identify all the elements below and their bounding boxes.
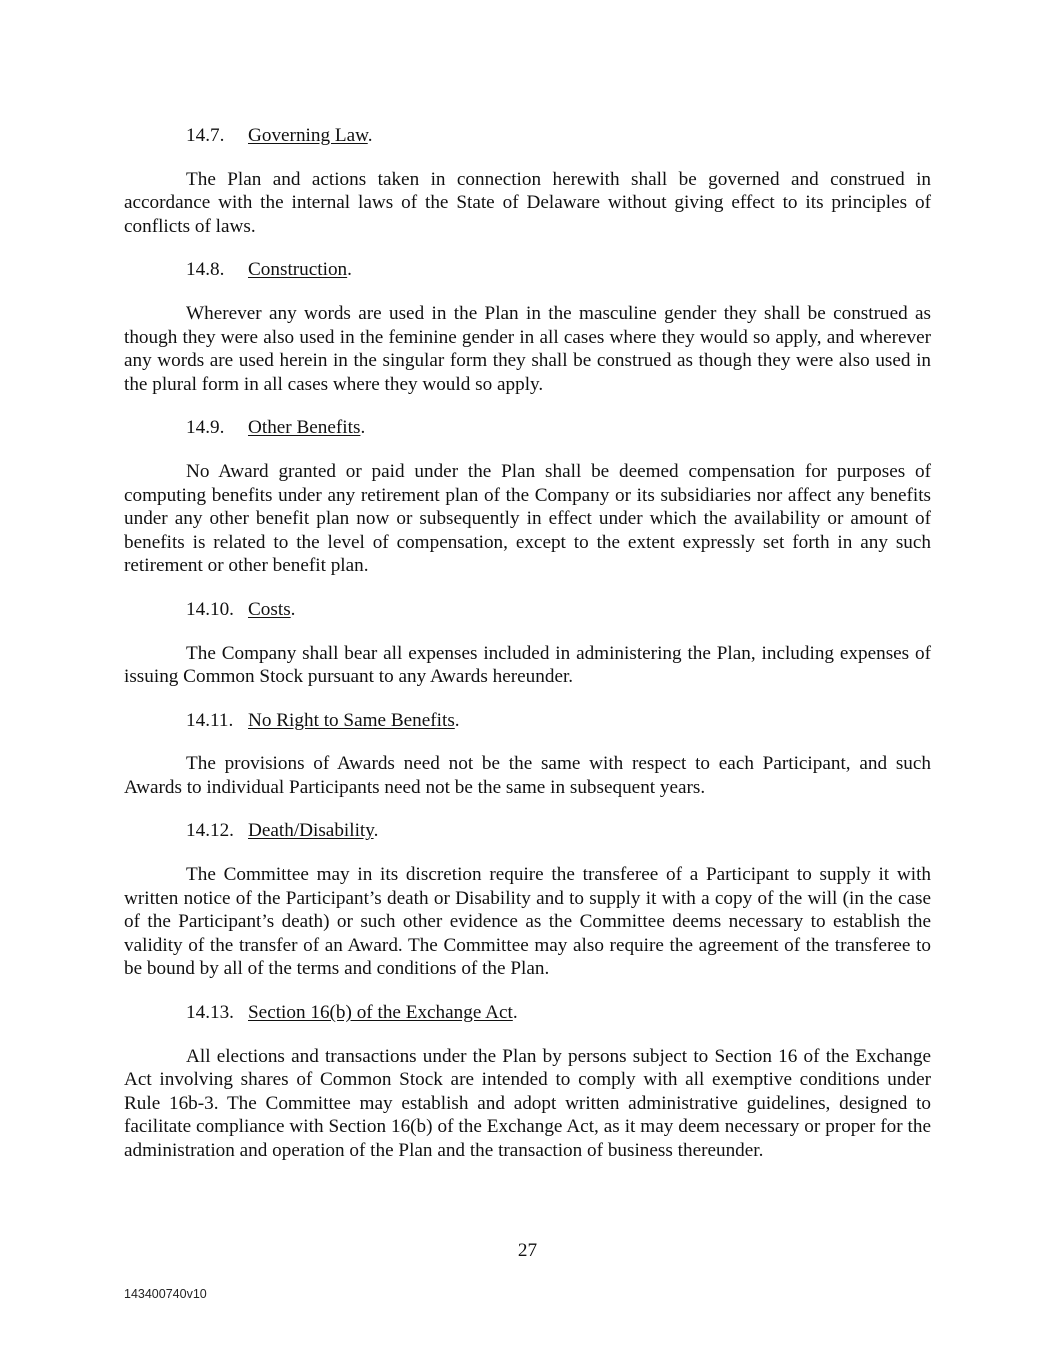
document-id: 143400740v10 [124, 1287, 207, 1301]
section-body-14-13: All elections and transactions under the Plan by persons subject to Section 16 of the Exchange Act involving shares of Common Stock are intended to comply with all exemptive conditions under Rule 16b-3. The Committee may establish and adopt written administrative guidelines, designed to facilitate compliance with Section 16(b) of the Exchange Act, as it may deem necessary or proper for the administration and operation of the Plan and the transaction of business thereunder. [124, 1045, 931, 1161]
section-heading-14-13 [124, 1001, 931, 1025]
section-title-suffix: . [290, 598, 296, 620]
section-number: 14.10. [186, 598, 234, 620]
section-title-suffix: . [360, 417, 366, 439]
section-heading-14-7 [124, 124, 931, 148]
section-number: 14.11. [186, 709, 234, 731]
section-heading-14-10 [124, 598, 931, 622]
section-body-14-10: The Company shall bear all expenses included in administering the Plan, including expenses of issuing Common Stock pursuant to any Awards hereunder. [124, 642, 931, 688]
section-title: Other Benefits [248, 417, 361, 439]
section-heading-14-12 [124, 819, 931, 843]
section-number: 14.9. [186, 417, 225, 439]
section-title-suffix: . [347, 259, 352, 281]
section-title: Construction [248, 259, 348, 281]
section-title-suffix: . [373, 820, 379, 842]
section-heading-14-11 [124, 709, 931, 733]
section-heading-14-9 [124, 416, 931, 440]
section-body-14-8: Wherever any words are used in the Plan in the masculine gender they shall be construed as though they were also used in the feminine gender in all cases where they would so apply, and wherever any words are used herein in the singular form they shall be construed as though they were also used in the plural form in all cases where they would so apply. [124, 302, 931, 395]
section-body-14-11: The provisions of Awards need not be the same with respect to each Participant, and such Awards to individual Participants need not be the same in subsequent years. [124, 753, 931, 798]
section-title-suffix: . [367, 125, 373, 146]
document-body [124, 124, 931, 1183]
section-title: Costs [248, 598, 291, 620]
section-title: Death/Disability [248, 820, 374, 842]
section-heading-14-8 [124, 258, 931, 282]
section-title: Section 16(b) of the Exchange Act [248, 1002, 513, 1024]
section-title: No Right to Same Benefits [248, 709, 455, 731]
section-title-suffix: . [454, 709, 460, 731]
section-body-14-12: The Committee may in its discretion require the transferee of a Participant to supply it with written notice of the Participant’s death or Disability and to supply it with a copy of the will (in the case of the Participant’s death) or such other evidence as the Committee deems necessary to establish the validity of the transfer of an Award. The Committee may also require the agreement of the transferee to be bound by all of the terms and conditions of the Plan. [124, 864, 931, 980]
page-number: 27 [517, 1240, 538, 1261]
section-number: 14.8. [186, 259, 225, 281]
section-body-14-9: No Award granted or paid under the Plan shall be deemed compensation for purposes of computing benefits under any retirement plan of the Company or its subsidiaries nor affect any benefits under any other benefit plan now or subsequently in effect under which the availability or amount of benefits is related to the level of compensation, except to the extent expressly set forth in any such retirement or other benefit plan. [124, 460, 931, 577]
section-number: 14.13. [186, 1002, 234, 1024]
section-number: 14.7. [186, 125, 225, 146]
section-number: 14.12. [186, 820, 234, 842]
section-title-suffix: . [512, 1002, 518, 1024]
section-body-14-7: The Plan and actions taken in connection herewith shall be governed and construed in accordance with the internal laws of the State of Delaware without giving effect to its principles of conflicts of laws. [124, 168, 931, 237]
section-title: Governing Law [248, 125, 368, 146]
